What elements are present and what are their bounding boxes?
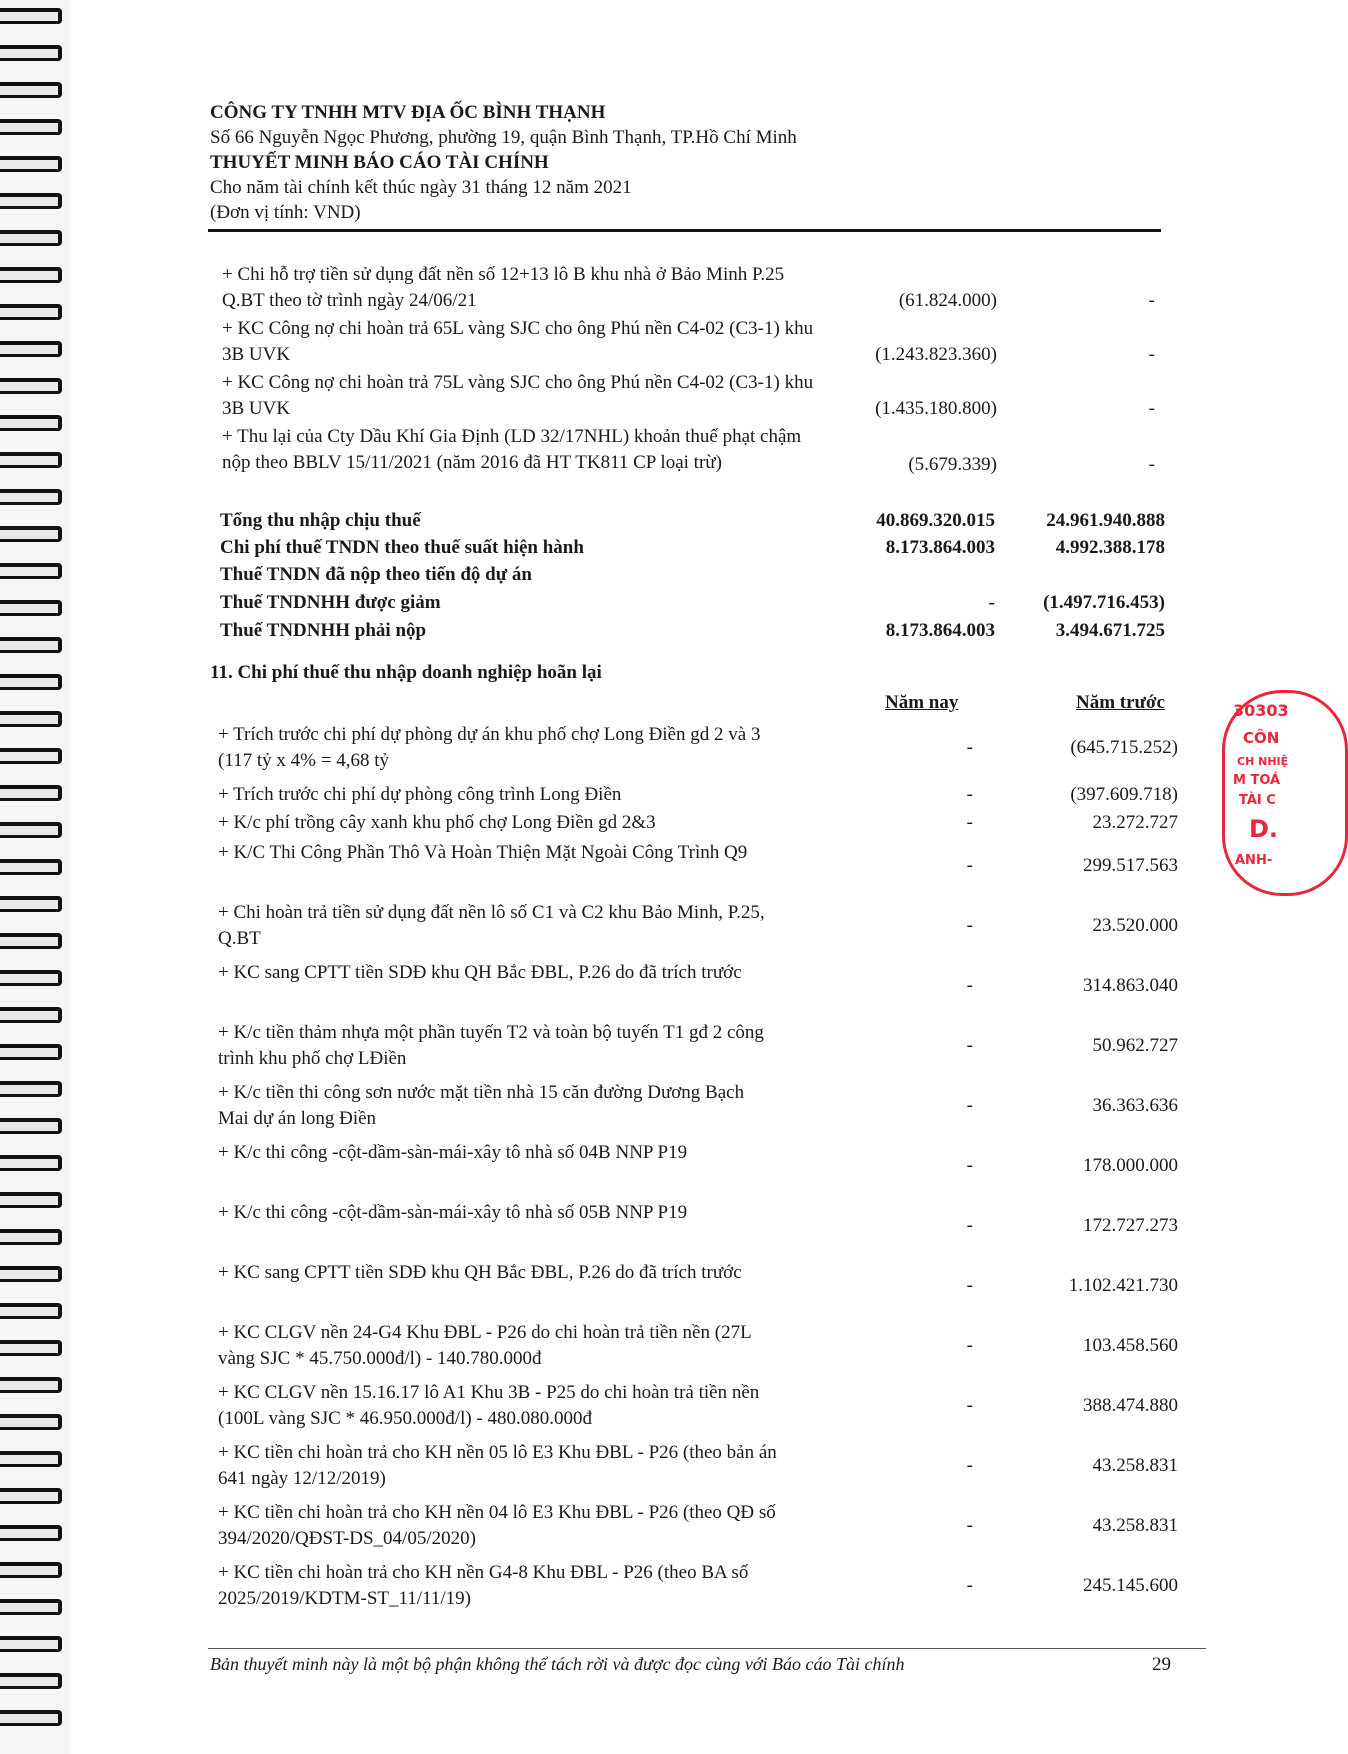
list-item-prior: 1.102.421.730: [1068, 1275, 1178, 1296]
list-item-prior: 50.962.727: [1092, 1035, 1178, 1056]
list-item-prior: 23.520.000: [1092, 915, 1178, 936]
list-item-current: -: [966, 1455, 973, 1476]
page-number: 29: [1152, 1654, 1171, 1675]
list-item-prior: 43.258.831: [1092, 1455, 1178, 1476]
list-item-label: + KC CLGV nền 15.16.17 lô A1 Khu 3B - P25 do chi hoàn trả tiền nền (100L vàng SJC * 46.950.000đ/l) - 480.080.000đ: [218, 1382, 760, 1429]
list-item-current: -: [966, 915, 973, 936]
list-item-label: + KC CLGV nền 24-G4 Khu ĐBL - P26 do chi hoàn trả tiền nền (27L vàng SJC * 45.750.000đ/l) - 140.780.000đ: [218, 1322, 751, 1369]
list-item-current: -: [966, 1575, 973, 1596]
document-header: [210, 100, 1160, 225]
company-address: Số 66 Nguyễn Ngọc Phương, phường 19, quận Bình Thạnh, TP.Hồ Chí Minh: [210, 127, 797, 148]
list-item-label: + K/c thi công -cột-dầm-sàn-mái-xây tô nhà số 04B NNP P19: [218, 1142, 688, 1163]
column-header-prior-year: Năm trước: [1076, 692, 1165, 713]
list-item-current: -: [966, 1275, 973, 1296]
list-item-label: + KC tiền chi hoàn trả cho KH nền 04 lô E3 Khu ĐBL - P26 (theo QĐ số 394/2020/QĐST-DS_04/05/2020): [218, 1502, 776, 1549]
list-item-label: + Trích trước chi phí dự phòng công trình Long Điền: [218, 784, 622, 805]
list-item-label: + Chi hoàn trả tiền sử dụng đất nền lô số C1 và C2 khu Bảo Minh, P.25, Q.BT: [218, 902, 765, 949]
list-item-current: -: [966, 855, 973, 876]
list-item-label: + KC tiền chi hoàn trả cho KH nền 05 lô E3 Khu ĐBL - P26 (theo bản án 641 ngày 12/12/2019): [218, 1442, 777, 1489]
list-item-prior: 103.458.560: [1083, 1335, 1178, 1356]
list-item-current: -: [966, 975, 973, 996]
list-item-current: -: [966, 737, 973, 758]
list-item-label: + KC sang CPTT tiền SDĐ khu QH Bắc ĐBL, P.26 do đã trích trước: [218, 962, 742, 983]
list-item-prior: 245.145.600: [1083, 1575, 1178, 1596]
list-item-label: + K/c tiền thảm nhựa một phần tuyến T2 và toàn bộ tuyến T1 gđ 2 công trình khu phố chợ LĐiền: [218, 1022, 764, 1069]
list-item-prior: 43.258.831: [1092, 1515, 1178, 1536]
list-item-current: -: [966, 1155, 973, 1176]
list-item-prior: 172.727.273: [1083, 1215, 1178, 1236]
list-item-prior: 299.517.563: [1083, 855, 1178, 876]
list-item-prior: 314.863.040: [1083, 975, 1178, 996]
list-item-label: + KC sang CPTT tiền SDĐ khu QH Bắc ĐBL, P.26 do đã trích trước: [218, 1262, 742, 1283]
red-stamp: 30303 CÔN CH NHIỆ M TOÁ TÀI C D. ANH-: [1222, 690, 1348, 896]
document-title: THUYẾT MINH BÁO CÁO TÀI CHÍNH: [210, 152, 549, 173]
header-divider: [208, 229, 1161, 232]
reporting-period: Cho năm tài chính kết thúc ngày 31 tháng 12 năm 2021: [210, 177, 632, 198]
document-page: CÔNG TY TNHH MTV ĐỊA ỐC BÌNH THẠNH Số 66 Nguyễn Ngọc Phương, phường 19, quận Bình Thạnh, TP.Hồ Chí Minh THUYẾT MINH BÁO CÁO TÀI CHÍNH Cho năm tài chính kết thúc ngày 31 tháng 12 năm 2021 (Đơn vị tính: VND) + Chi hỗ trợ tiền sử dụng đất nền số 12+13 lô B khu nhà ở Bảo Minh P.25 Q.BT theo tờ trình ngày 24/06/21 (61.824.000) - + KC Công nợ chi hoàn trả 65L vàng SJC cho ông Phú nền C4-02 (C3-1) khu 3B UVK (1.243.823.360) - + KC Công nợ chi hoàn trả 75L vàng SJC cho ông Phú nền C4-02 (C3-1) khu 3B UVK (1.435.180.800) - + Thu lại của Cty Dầu Khí Gia Định (LD 32/17NHL) khoản thuế phạt chậm nộp theo BBLV 15/11/2021 (năm 2016 đã HT TK811 CP loại trừ) (5.679.339) - Tổng thu nhập chịu thuế 40.869.320.015 24.961.940.888 Chi phí thuế TNDN theo thuế suất hiện hành 8.173.864.003 4.992.388.178 Thuế TNDN đã nộp theo tiến độ dự án Thuế TNDNHH được giảm - (1.497.716.453) Thuế TNDNHH phải nộp 8.173.864.003 3.494.671.725 11. Chi phí thuế thu nhập doanh nghiệp hoãn lại Năm nay Năm trước + Trích trước chi phí dự phòng dự án khu phố chợ Long Điền gd 2 và 3 (117 tỷ x 4% = 4,68 tỷ - (645.715.252) + Trích trước chi phí dự phòng công trình Long Điền - (397.609.718) + K/c phí trồng cây xanh khu phố chợ Long Điền gd 2&3 - 23.272.727 + K/C Thi Công Phần Thô Và Hoàn Thiện Mặt Ngoài Công Trình Q9 - 299.517.563 + Chi hoàn trả tiền sử dụng đất nền lô số C1 và C2 khu Bảo Minh, P.25, Q.BT - 23.520.000 + KC sang CPTT tiền SDĐ khu QH Bắc ĐBL, P.26 do đã trích trước - 314.863.040 + K/c tiền thảm nhựa một phần tuyến T2 và toàn bộ tuyến T1 gđ 2 công trình khu phố chợ LĐiền - 50.962.727 + K/c tiền thi công sơn nước mặt tiền nhà 15 căn đường Dương Bạch Mai dự án long Điền - 36.363.636 + K/c thi công -cột-dầm-sàn-mái-xây tô nhà số 04B NNP P19 - 178.000.000 + K/c thi công -cột-dầm-sàn-mái-xây tô nhà số 05B NNP P19 - 172.727.273 + KC sang CPTT tiền SDĐ khu QH Bắc ĐBL, P.26 do đã trích trước - 1.102.421.730 + KC CLGV nền 24-G4 Khu ĐBL - P26 do chi hoàn trả tiền nền (27L vàng SJC * 45.750.000đ/l) - 140.780.000đ - 103.458.560 + KC CLGV nền 15.16.17 lô A1 Khu 3B - P25 do chi hoàn trả tiền nền (100L vàng SJC * 46.950.000đ/l) - 480.080.000đ - 388.474.880 + KC tiền chi hoàn trả cho KH nền 05 lô E3 Khu ĐBL - P26 (theo bản án 641 ngày 12/12/2019) - 43.258.831 + KC tiền chi hoàn trả cho KH nền 04 lô E3 Khu ĐBL - P26 (theo QĐ số 394/2020/QĐST-DS_04/05/2020) - 43.258.831 + KC tiền chi hoàn trả cho KH nền G4-8 Khu ĐBL - P26 (theo BA số 2025/2019/KDTM-ST_11/11/19) - 245.145.600 30303 CÔN CH NHIỆ M TOÁ TÀI C D. ANH- Bản thuyết minh này là một bộ phận không thể tách rời và được đọc cùng với Báo cáo Tài chính 29: [0, 0, 1275, 1754]
list-item-current: -: [966, 1035, 973, 1056]
list-item-current: -: [966, 1335, 973, 1356]
list-item-prior: (645.715.252): [1070, 737, 1178, 758]
list-item-label: + K/C Thi Công Phần Thô Và Hoàn Thiện Mặt Ngoài Công Trình Q9: [218, 842, 748, 863]
list-item-label: + K/c tiền thi công sơn nước mặt tiền nhà 15 căn đường Dương Bạch Mai dự án long Điền: [218, 1082, 745, 1129]
list-item-current: -: [966, 784, 973, 805]
column-header-current-year: Năm nay: [885, 692, 959, 713]
list-item-label: + KC tiền chi hoàn trả cho KH nền G4-8 Khu ĐBL - P26 (theo BA số 2025/2019/KDTM-ST_11/11/19): [218, 1562, 749, 1609]
list-item-label: + Trích trước chi phí dự phòng dự án khu phố chợ Long Điền gd 2 và 3 (117 tỷ x 4% = 4,68 tỷ: [218, 724, 761, 771]
list-item-current: -: [966, 1215, 973, 1236]
list-item-current: -: [966, 1095, 973, 1116]
list-item-prior: 388.474.880: [1083, 1395, 1178, 1416]
company-name: CÔNG TY TNHH MTV ĐỊA ỐC BÌNH THẠNH: [210, 102, 606, 123]
footer-note: Bản thuyết minh này là một bộ phận không thể tách rời và được đọc cùng với Báo cáo Tài chính: [210, 1654, 905, 1674]
footer-divider: [208, 1648, 1206, 1649]
list-item-current: -: [966, 1515, 973, 1536]
currency-unit: (Đơn vị tính: VND): [210, 202, 361, 223]
list-item-prior: (397.609.718): [1070, 784, 1178, 805]
list-item-label: + K/c phí trồng cây xanh khu phố chợ Long Điền gd 2&3: [218, 812, 656, 833]
list-item-current: -: [966, 1395, 973, 1416]
list-item-prior: 36.363.636: [1092, 1095, 1178, 1116]
list-item-prior: 23.272.727: [1092, 812, 1178, 833]
list-item-current: -: [966, 812, 973, 833]
list-item-label: + K/c thi công -cột-dầm-sàn-mái-xây tô nhà số 05B NNP P19: [218, 1202, 688, 1223]
list-item-prior: 178.000.000: [1083, 1155, 1178, 1176]
